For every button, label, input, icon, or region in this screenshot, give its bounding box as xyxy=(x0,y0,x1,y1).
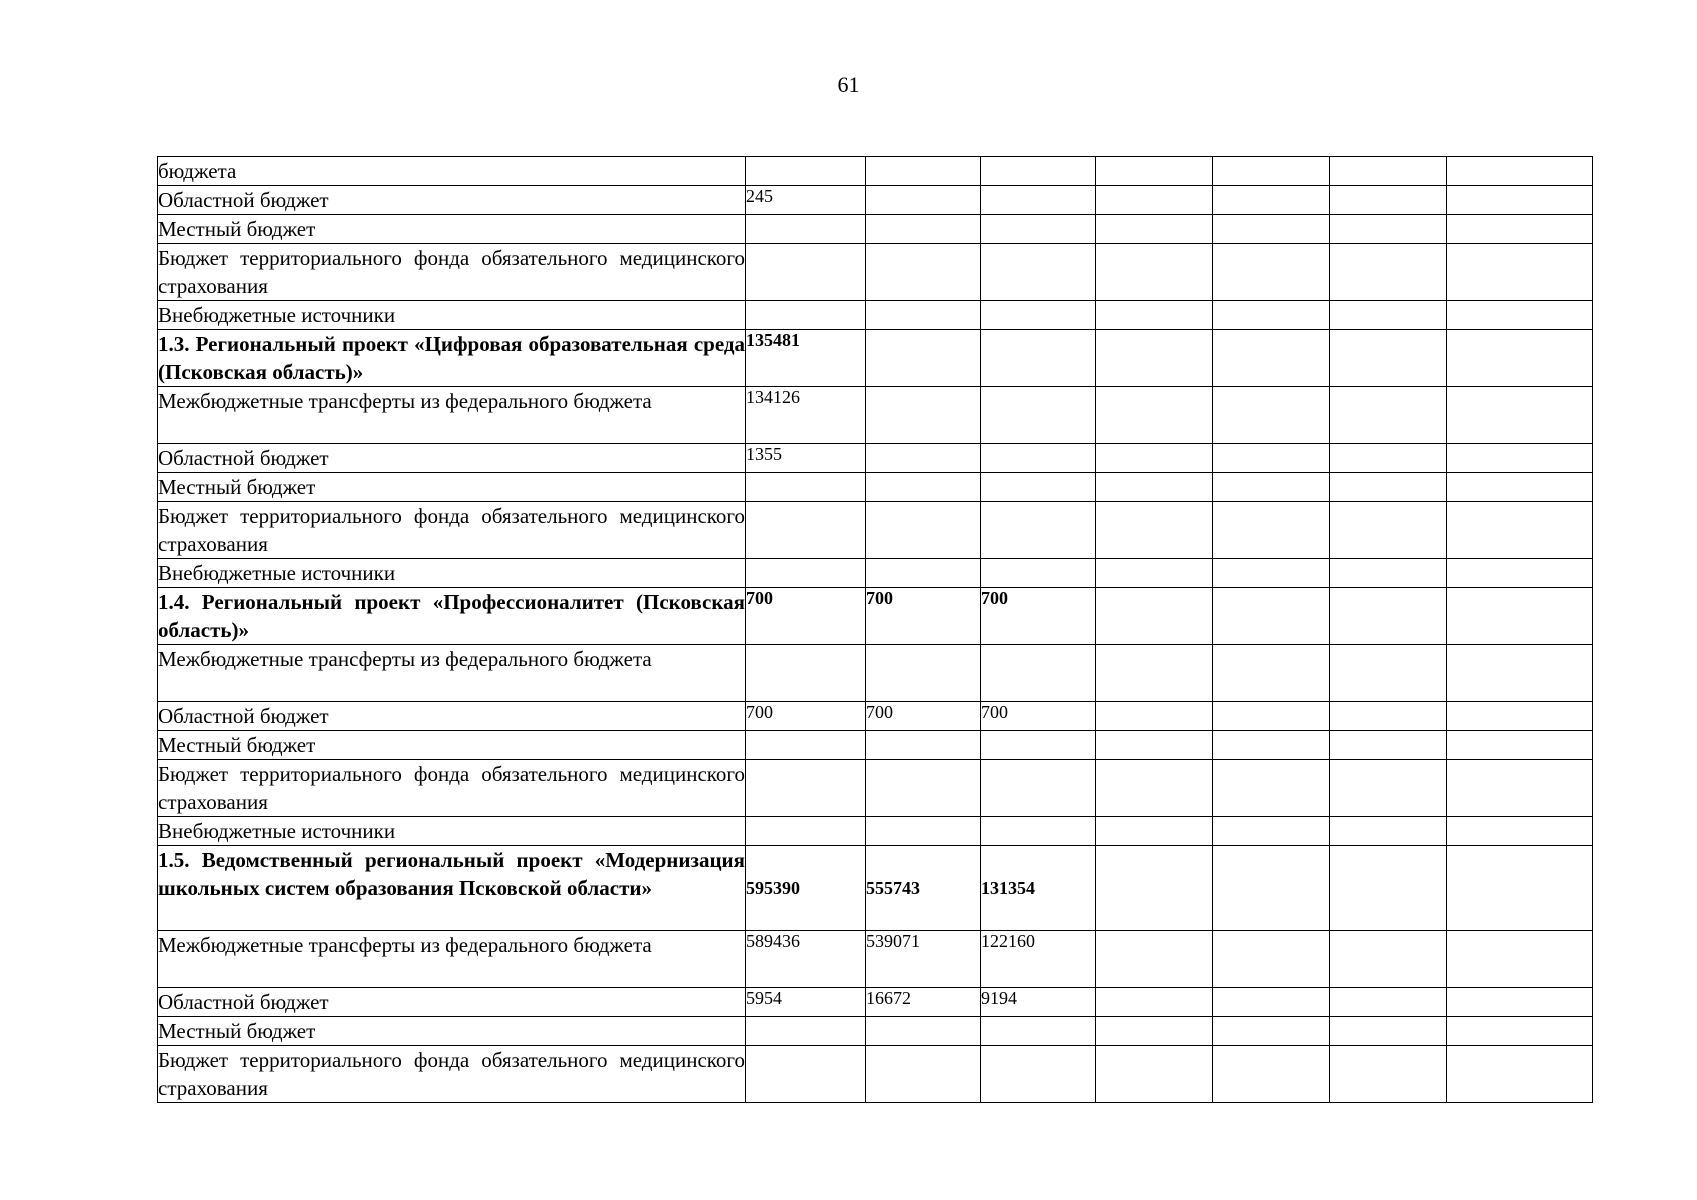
value-cell: 245 xyxy=(746,186,866,215)
value-cell xyxy=(1447,1017,1593,1046)
value-cell xyxy=(1330,931,1447,988)
row-label: Бюджет территориального фонда обязательного медицинского страхования xyxy=(158,760,746,817)
value-cell xyxy=(1096,645,1213,702)
value-cell xyxy=(866,559,981,588)
row-label: Областной бюджет xyxy=(158,702,746,731)
value-cell xyxy=(1330,846,1447,931)
value-cell xyxy=(866,731,981,760)
value-cell xyxy=(981,215,1096,244)
row-label: Бюджет территориального фонда обязательного медицинского страхования xyxy=(158,502,746,559)
value-cell xyxy=(1330,502,1447,559)
value-cell xyxy=(746,1046,866,1103)
value-cell xyxy=(1447,588,1593,645)
value-cell xyxy=(1096,588,1213,645)
value-cell: 700 xyxy=(981,702,1096,731)
value-cell xyxy=(981,559,1096,588)
value-cell xyxy=(1447,760,1593,817)
value-cell xyxy=(746,244,866,301)
row-label: Бюджет территориального фонда обязательного медицинского страхования xyxy=(158,1046,746,1103)
row-label: Бюджет территориального фонда обязательного медицинского страхования xyxy=(158,244,746,301)
value-cell xyxy=(746,817,866,846)
value-cell: 700 xyxy=(746,588,866,645)
value-cell xyxy=(1213,1046,1330,1103)
value-cell xyxy=(1213,387,1330,444)
value-cell xyxy=(746,215,866,244)
value-cell xyxy=(1213,588,1330,645)
value-cell xyxy=(1330,157,1447,186)
value-cell xyxy=(866,215,981,244)
value-cell xyxy=(1096,502,1213,559)
value-cell xyxy=(1213,731,1330,760)
value-cell xyxy=(1096,473,1213,502)
value-cell xyxy=(1213,817,1330,846)
value-cell xyxy=(1096,1017,1213,1046)
row-label: Местный бюджет xyxy=(158,473,746,502)
value-cell xyxy=(1330,988,1447,1017)
value-cell xyxy=(1330,702,1447,731)
value-cell: 1355 xyxy=(746,444,866,473)
budget-table-body xyxy=(158,157,1593,1103)
value-cell xyxy=(1213,301,1330,330)
value-cell xyxy=(1447,186,1593,215)
value-cell xyxy=(746,473,866,502)
value-cell xyxy=(746,559,866,588)
table-row xyxy=(158,1046,1593,1103)
value-cell xyxy=(1330,1017,1447,1046)
value-cell: 700 xyxy=(746,702,866,731)
row-label: Внебюджетные источники xyxy=(158,301,746,330)
value-cell xyxy=(746,502,866,559)
value-cell xyxy=(1096,157,1213,186)
value-cell xyxy=(1213,645,1330,702)
table-row xyxy=(158,931,1593,988)
value-cell xyxy=(1447,559,1593,588)
value-cell xyxy=(1096,244,1213,301)
value-cell xyxy=(1447,702,1593,731)
value-cell xyxy=(1096,931,1213,988)
table-row xyxy=(158,473,1593,502)
value-cell: 555743 xyxy=(866,846,981,931)
value-cell xyxy=(1096,988,1213,1017)
row-label: 1.3. Региональный проект «Цифровая образовательная среда (Псковская область)» xyxy=(158,330,746,387)
value-cell xyxy=(1330,330,1447,387)
value-cell xyxy=(1330,387,1447,444)
table-row xyxy=(158,645,1593,702)
value-cell xyxy=(1447,244,1593,301)
value-cell xyxy=(746,301,866,330)
value-cell xyxy=(1330,731,1447,760)
value-cell xyxy=(1213,473,1330,502)
row-label: Межбюджетные трансферты из федерального бюджета xyxy=(158,931,746,988)
value-cell xyxy=(1096,330,1213,387)
value-cell xyxy=(866,330,981,387)
value-cell xyxy=(1096,817,1213,846)
value-cell xyxy=(866,387,981,444)
table-row xyxy=(158,731,1593,760)
value-cell xyxy=(1096,731,1213,760)
row-label: Областной бюджет xyxy=(158,988,746,1017)
value-cell xyxy=(1447,931,1593,988)
value-cell xyxy=(981,444,1096,473)
value-cell xyxy=(981,760,1096,817)
value-cell xyxy=(1447,846,1593,931)
value-cell: 135481 xyxy=(746,330,866,387)
value-cell xyxy=(1330,444,1447,473)
value-cell xyxy=(981,330,1096,387)
value-cell xyxy=(1213,157,1330,186)
value-cell xyxy=(866,1046,981,1103)
value-cell: 131354 xyxy=(981,846,1096,931)
value-cell xyxy=(981,1046,1096,1103)
value-cell xyxy=(1213,559,1330,588)
row-label: Внебюджетные источники xyxy=(158,817,746,846)
value-cell xyxy=(1213,702,1330,731)
row-label: Местный бюджет xyxy=(158,215,746,244)
value-cell xyxy=(1330,244,1447,301)
row-label: 1.5. Ведомственный региональный проект «Модернизация школьных систем образования Псковской области» xyxy=(158,846,746,931)
value-cell xyxy=(746,157,866,186)
value-cell xyxy=(1447,330,1593,387)
value-cell xyxy=(1213,760,1330,817)
value-cell xyxy=(866,157,981,186)
value-cell xyxy=(746,1017,866,1046)
value-cell: 700 xyxy=(866,702,981,731)
value-cell xyxy=(1330,588,1447,645)
value-cell xyxy=(1330,301,1447,330)
value-cell xyxy=(1213,502,1330,559)
value-cell xyxy=(746,645,866,702)
value-cell xyxy=(1447,731,1593,760)
value-cell xyxy=(1330,760,1447,817)
value-cell xyxy=(866,186,981,215)
table-row xyxy=(158,702,1593,731)
value-cell xyxy=(1096,760,1213,817)
value-cell xyxy=(866,473,981,502)
value-cell xyxy=(1330,215,1447,244)
table-row xyxy=(158,502,1593,559)
value-cell xyxy=(1330,817,1447,846)
value-cell: 589436 xyxy=(746,931,866,988)
value-cell xyxy=(1447,473,1593,502)
value-cell xyxy=(981,645,1096,702)
value-cell xyxy=(746,760,866,817)
table-row xyxy=(158,157,1593,186)
value-cell xyxy=(981,244,1096,301)
value-cell: 16672 xyxy=(866,988,981,1017)
value-cell xyxy=(1447,645,1593,702)
value-cell xyxy=(1213,186,1330,215)
value-cell xyxy=(866,645,981,702)
value-cell xyxy=(1096,186,1213,215)
table-row xyxy=(158,301,1593,330)
value-cell xyxy=(746,731,866,760)
value-cell: 539071 xyxy=(866,931,981,988)
value-cell xyxy=(981,186,1096,215)
value-cell xyxy=(1330,473,1447,502)
table-row xyxy=(158,817,1593,846)
value-cell xyxy=(1096,444,1213,473)
value-cell xyxy=(981,817,1096,846)
table-row xyxy=(158,588,1593,645)
row-label: Межбюджетные трансферты из федерального бюджета xyxy=(158,387,746,444)
value-cell xyxy=(1447,444,1593,473)
value-cell xyxy=(866,244,981,301)
value-cell: 700 xyxy=(866,588,981,645)
table-row xyxy=(158,444,1593,473)
value-cell xyxy=(866,1017,981,1046)
value-cell xyxy=(1447,215,1593,244)
table-row xyxy=(158,988,1593,1017)
table-row xyxy=(158,387,1593,444)
value-cell xyxy=(1330,645,1447,702)
value-cell xyxy=(1096,559,1213,588)
table-row xyxy=(158,760,1593,817)
value-cell xyxy=(1096,846,1213,931)
value-cell xyxy=(1447,988,1593,1017)
value-cell xyxy=(1096,215,1213,244)
page-number: 61 xyxy=(837,72,860,97)
value-cell xyxy=(1213,444,1330,473)
value-cell xyxy=(866,444,981,473)
value-cell xyxy=(981,1017,1096,1046)
value-cell: 9194 xyxy=(981,988,1096,1017)
value-cell xyxy=(981,502,1096,559)
value-cell xyxy=(981,301,1096,330)
table-row xyxy=(158,1017,1593,1046)
row-label: Областной бюджет xyxy=(158,186,746,215)
table-row xyxy=(158,215,1593,244)
value-cell xyxy=(866,301,981,330)
row-label: Внебюджетные источники xyxy=(158,559,746,588)
value-cell xyxy=(1447,817,1593,846)
value-cell xyxy=(1213,846,1330,931)
value-cell xyxy=(1213,244,1330,301)
value-cell: 5954 xyxy=(746,988,866,1017)
value-cell xyxy=(1447,1046,1593,1103)
value-cell xyxy=(1096,1046,1213,1103)
row-label: бюджета xyxy=(158,157,746,186)
budget-table xyxy=(157,156,1593,1103)
table-row xyxy=(158,559,1593,588)
table-row xyxy=(158,244,1593,301)
table-row xyxy=(158,330,1593,387)
value-cell xyxy=(981,157,1096,186)
value-cell xyxy=(1447,387,1593,444)
value-cell xyxy=(1096,301,1213,330)
value-cell xyxy=(1330,1046,1447,1103)
row-label: Межбюджетные трансферты из федерального бюджета xyxy=(158,645,746,702)
value-cell xyxy=(1096,387,1213,444)
value-cell xyxy=(1447,502,1593,559)
value-cell xyxy=(1330,186,1447,215)
row-label: Областной бюджет xyxy=(158,444,746,473)
value-cell: 122160 xyxy=(981,931,1096,988)
value-cell xyxy=(981,473,1096,502)
row-label: Местный бюджет xyxy=(158,731,746,760)
value-cell xyxy=(981,731,1096,760)
value-cell xyxy=(1096,702,1213,731)
value-cell xyxy=(1213,988,1330,1017)
row-label: 1.4. Региональный проект «Профессионалитет (Псковская область)» xyxy=(158,588,746,645)
value-cell xyxy=(1213,215,1330,244)
value-cell xyxy=(1447,301,1593,330)
value-cell xyxy=(981,387,1096,444)
value-cell xyxy=(1330,559,1447,588)
table-row xyxy=(158,186,1593,215)
value-cell xyxy=(1213,1017,1330,1046)
value-cell: 134126 xyxy=(746,387,866,444)
value-cell xyxy=(1213,330,1330,387)
value-cell xyxy=(866,502,981,559)
value-cell: 595390 xyxy=(746,846,866,931)
row-label: Местный бюджет xyxy=(158,1017,746,1046)
value-cell xyxy=(1213,931,1330,988)
table-row xyxy=(158,846,1593,931)
value-cell xyxy=(866,760,981,817)
value-cell xyxy=(1447,157,1593,186)
value-cell: 700 xyxy=(981,588,1096,645)
value-cell xyxy=(866,817,981,846)
